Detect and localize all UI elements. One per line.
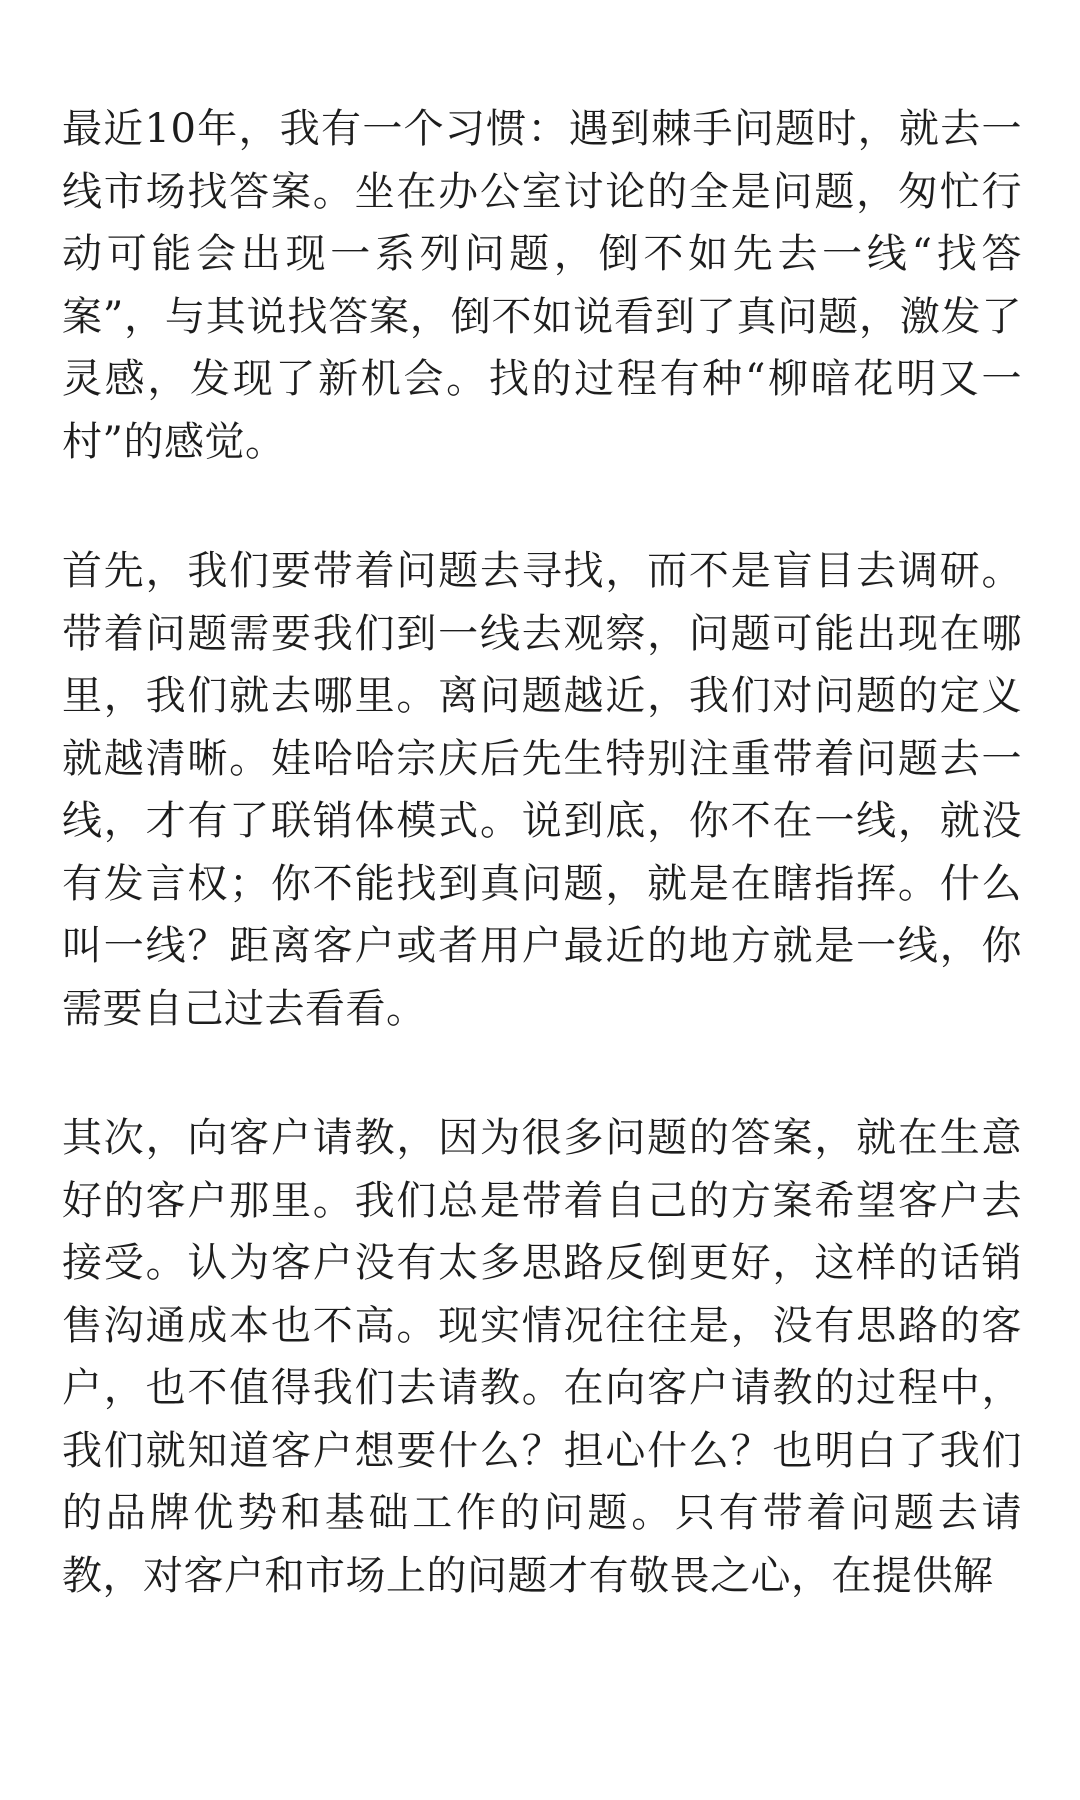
- paragraph-second-point: 其次，向客户请教，因为很多问题的答案，就在生意好的客户那里。我们总是带着自己的方案希望客户去接受。认为客户没有太多思路反倒更好，这样的话销售沟通成本也不高。现实情况往往是，没有思路的客户，也不值得我们去请教。在向客户请教的过程中，我们就知道客户想要什么？担心什么？也明白了我们的品牌优势和基础工作的问题。只有带着问题去请教，对客户和市场上的问题才有敬畏之心，在提供解: [62, 1115, 1022, 1599]
- paragraph-first-point: 首先，我们要带着问题去寻找，而不是盲目去调研。带着问题需要我们到一线去观察，问题可能出现在哪里，我们就去哪里。离问题越近，我们对问题的定义就越清晰。娃哈哈宗庆后先生特别注重带着问题去一线，才有了联销体模式。说到底，你不在一线，就没有发言权；你不能找到真问题，就是在瞎指挥。什么叫一线？距离客户或者用户最近的地方就是一线，你需要自己过去看看。: [62, 548, 1022, 1032]
- paragraph-intro: 最近10年，我有一个习惯：遇到棘手问题时，就去一线市场找答案。坐在办公室讨论的全是问题，匆忙行动可能会出现一系列问题，倒不如先去一线“找答案”，与其说找答案，倒不如说看到了真问题，激发了灵感，发现了新机会。找的过程有种“柳暗花明又一村”的感觉。: [62, 106, 1022, 465]
